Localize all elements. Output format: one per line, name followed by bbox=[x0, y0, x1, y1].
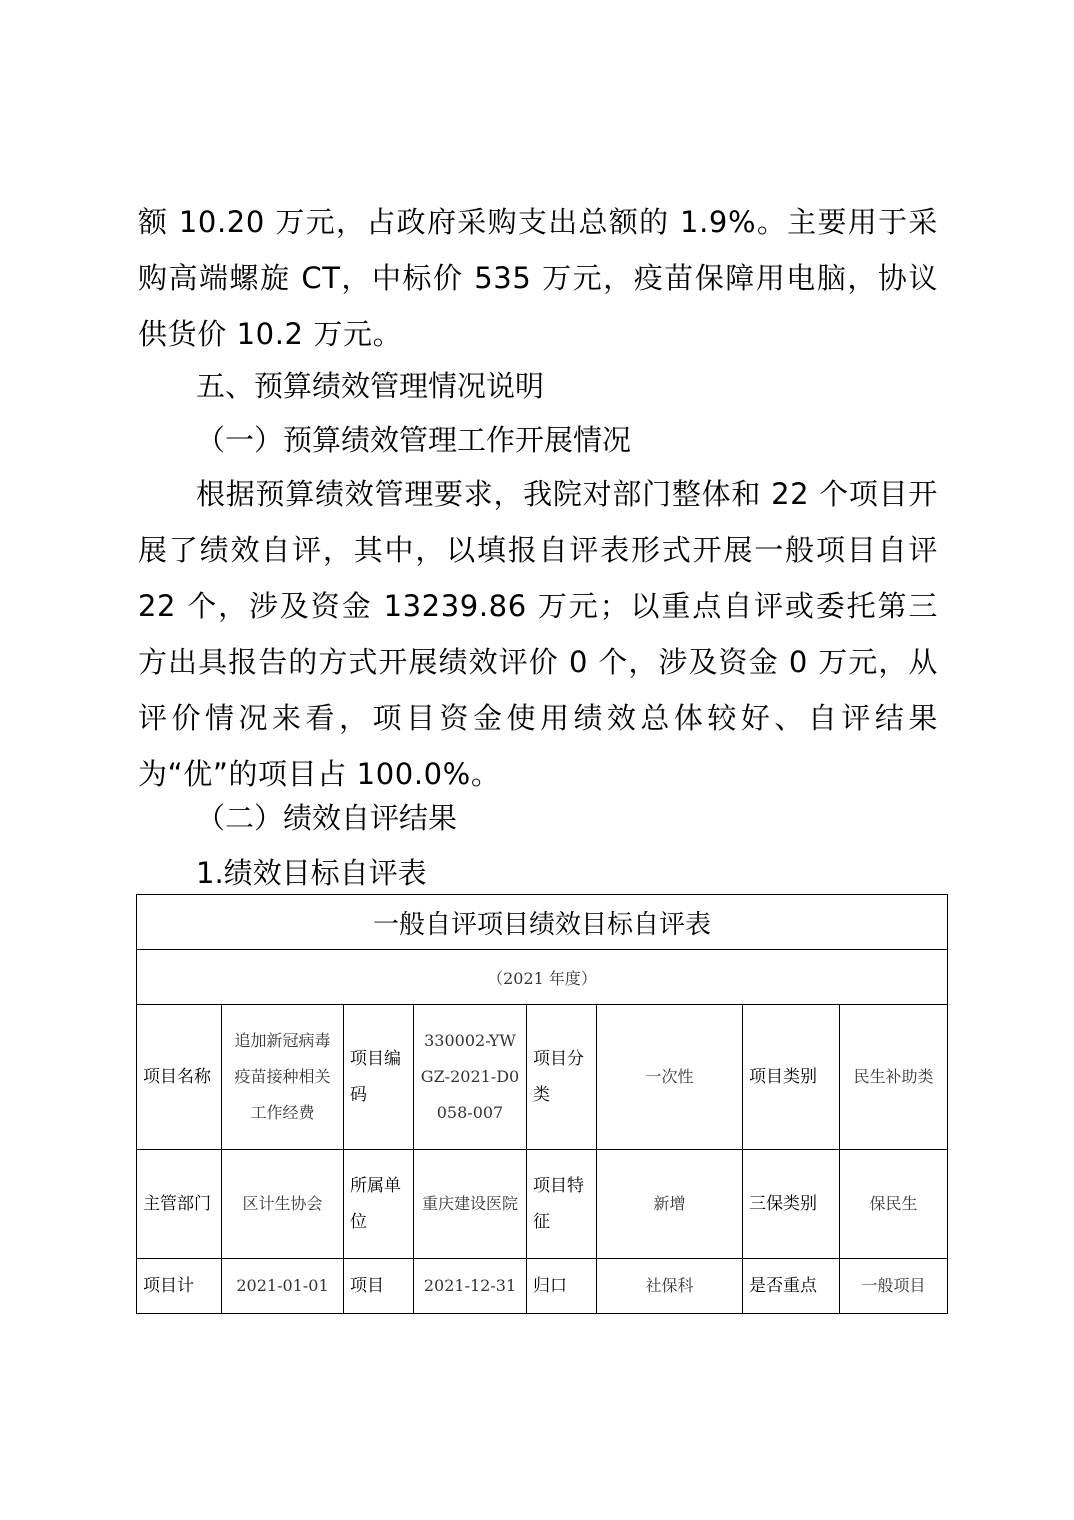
label-project: 项目 bbox=[344, 1259, 414, 1314]
label-project-category: 项目类别 bbox=[743, 1005, 840, 1150]
section-heading-budget-performance: 五、预算绩效管理情况说明 bbox=[196, 369, 545, 403]
value-start-date: 2021-01-01 bbox=[222, 1259, 344, 1314]
value-project-code: 330002-YWGZ-2021-D0058-007 bbox=[414, 1005, 527, 1150]
paragraph-procurement: 额 10.20 万元，占政府采购支出总额的 1.9%。主要用于采购高端螺旋 CT，中标价 535 万元，疫苗保障用电脑，协议供货价 10.2 万元。 bbox=[138, 205, 938, 351]
value-three-guarantee-category: 保民生 bbox=[840, 1150, 948, 1259]
value-responsible-section: 社保科 bbox=[597, 1259, 743, 1314]
label-project-feature: 项目特征 bbox=[527, 1150, 597, 1259]
label-three-guarantee-category: 三保类别 bbox=[743, 1150, 840, 1259]
table-row bbox=[137, 1259, 948, 1314]
performance-evaluation-table bbox=[136, 894, 948, 1314]
label-project-code: 项目编码 bbox=[344, 1005, 414, 1150]
label-project-plan: 项目计 bbox=[137, 1259, 222, 1314]
value-project-name: 追加新冠病毒疫苗接种相关工作经费 bbox=[222, 1005, 344, 1150]
table-year: （2021 年度） bbox=[137, 950, 948, 1005]
label-affiliated-unit: 所属单位 bbox=[344, 1150, 414, 1259]
subsection-heading-results: （二）绩效自评结果 bbox=[196, 801, 458, 835]
table-title: 一般自评项目绩效目标自评表 bbox=[137, 895, 948, 950]
label-project-classification: 项目分类 bbox=[527, 1005, 597, 1150]
value-supervising-department: 区计生协会 bbox=[222, 1150, 344, 1259]
value-end-date: 2021-12-31 bbox=[414, 1259, 527, 1314]
label-is-key: 是否重点 bbox=[743, 1259, 840, 1314]
label-supervising-department: 主管部门 bbox=[137, 1150, 222, 1259]
value-affiliated-unit: 重庆建设医院 bbox=[414, 1150, 527, 1259]
subsection-heading-work-status: （一）预算绩效管理工作开展情况 bbox=[196, 423, 632, 457]
label-responsible: 归口 bbox=[527, 1259, 597, 1314]
paragraph-self-evaluation: 根据预算绩效管理要求，我院对部门整体和 22 个项目开展了绩效自评，其中，以填报自评表形式开展一般项目自评 22 个，涉及资金 13239.86 万元；以重点自评或委托第三方出具报告的方式开展绩效评价 0 个，涉及资金 0 万元，从评价情况来看，项目资金使用绩效总体较好、自评结果为“优”的项目占 100.0%。 bbox=[138, 477, 938, 791]
table-caption: 1.绩效目标自评表 bbox=[196, 856, 427, 890]
value-project-classification: 一次性 bbox=[597, 1005, 743, 1150]
value-project-feature: 新增 bbox=[597, 1150, 743, 1259]
label-project-name: 项目名称 bbox=[137, 1005, 222, 1150]
value-project-category: 民生补助类 bbox=[840, 1005, 948, 1150]
value-is-key: 一般项目 bbox=[840, 1259, 948, 1314]
table-row bbox=[137, 1150, 948, 1259]
table-row bbox=[137, 1005, 948, 1150]
